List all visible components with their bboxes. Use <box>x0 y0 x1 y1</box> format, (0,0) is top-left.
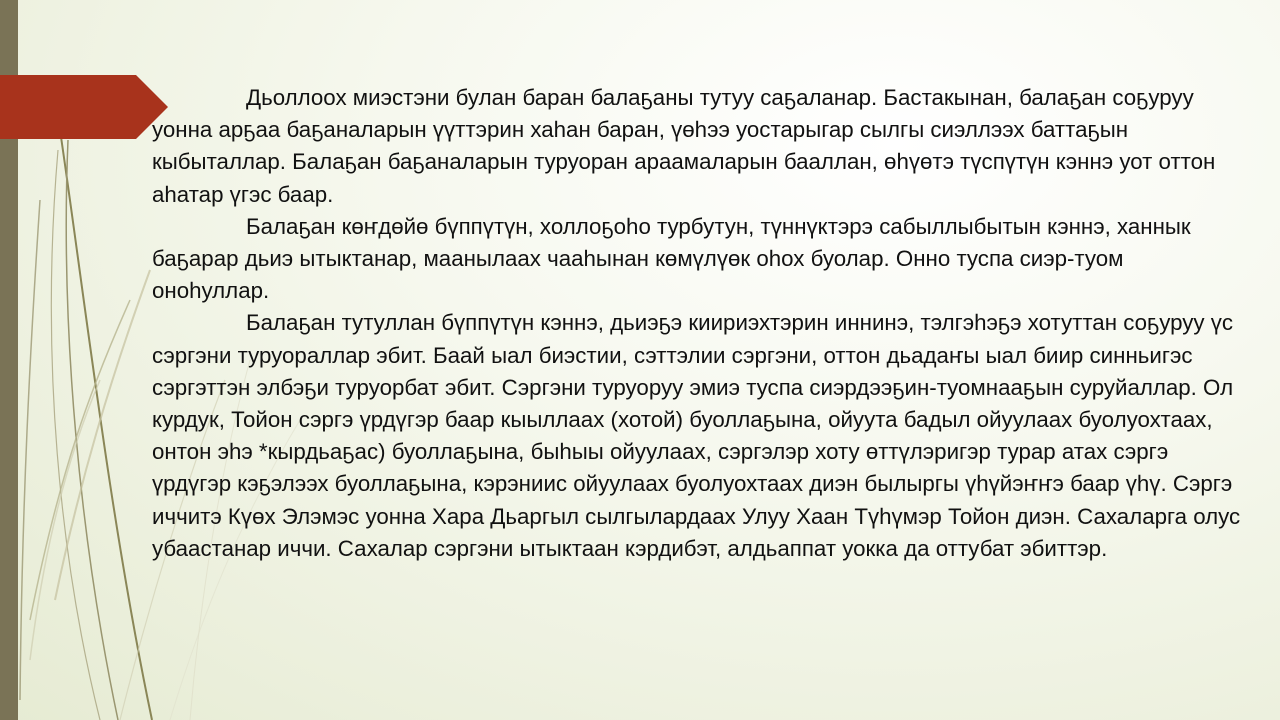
red-arrow-accent <box>0 75 168 139</box>
paragraph-1: Дьоллоох миэстэни булан баран балаҕаны тутуу саҕаланар. Бастакынан, балаҕан соҕуруу уонна арҕаа баҕаналарын үүттэрин хаһан баран, үөһээ уостарыгар сылгы сиэллээх баттаҕын кыбыталлар. Балаҕан баҕаналарын туруоран араамаларын бааллан, өһүөтэ түспүтүн кэннэ уот оттон аһатар үгэс баар. <box>152 85 1216 207</box>
paragraph-2: Балаҕан көҥдөйө бүппүтүн, холлоҕоһо турбутун, түннүктэрэ сабыллыбытын кэннэ, ханнык баҕарар дьиэ ытыктанар, маанылаах чааһынан көмүлүөк оһох буолар. Онно туспа сиэр-туом оноһуллар. <box>152 213 1191 304</box>
paragraph-3: Балаҕан тутуллан бүппүтүн кэннэ, дьиэҕэ киириэхтэрин иннинэ, тэлгэһэҕэ хотуттан соҕуруу үс сэргэни туруораллар эбит. Баай ыал биэстии, сэттэлии сэргэни, оттон дьадаҥы ыал биир синньигэс сэргэттэн элбэҕи туруорбат эбит. Сэргэни туруоруу эмиэ туспа сиэрдээҕин-туомнааҕын суруйаллар. Ол курдук, Тойон сэргэ үрдүгэр баар кыыллаах (хотой) буоллаҕына, ойуута бадыл ойуулаах буолуохтаах, онтон эһэ *кырдьаҕас) буоллаҕына, быһыы ойуулаах, сэргэлэр хоту өттүлэригэр турар атах сэргэ үрдүгэр кэҕэлээх буоллаҕына, кэрэниис ойуулаах буолуохтаах диэн былыргы үһүйэҥҥэ баар үһү. Сэргэ иччитэ Күөх Элэмэс уонна Хара Дьаргыл сылгылардаах Улуу Хаан Түһүмэр Тойон диэн. Сахаларга олус убаастанар иччи. Сахалар сэргэни ытыктаан кэрдибэт, алдьаппат уокка да оттубат эбиттэр. <box>152 310 1241 561</box>
slide-body-text <box>152 82 1242 565</box>
